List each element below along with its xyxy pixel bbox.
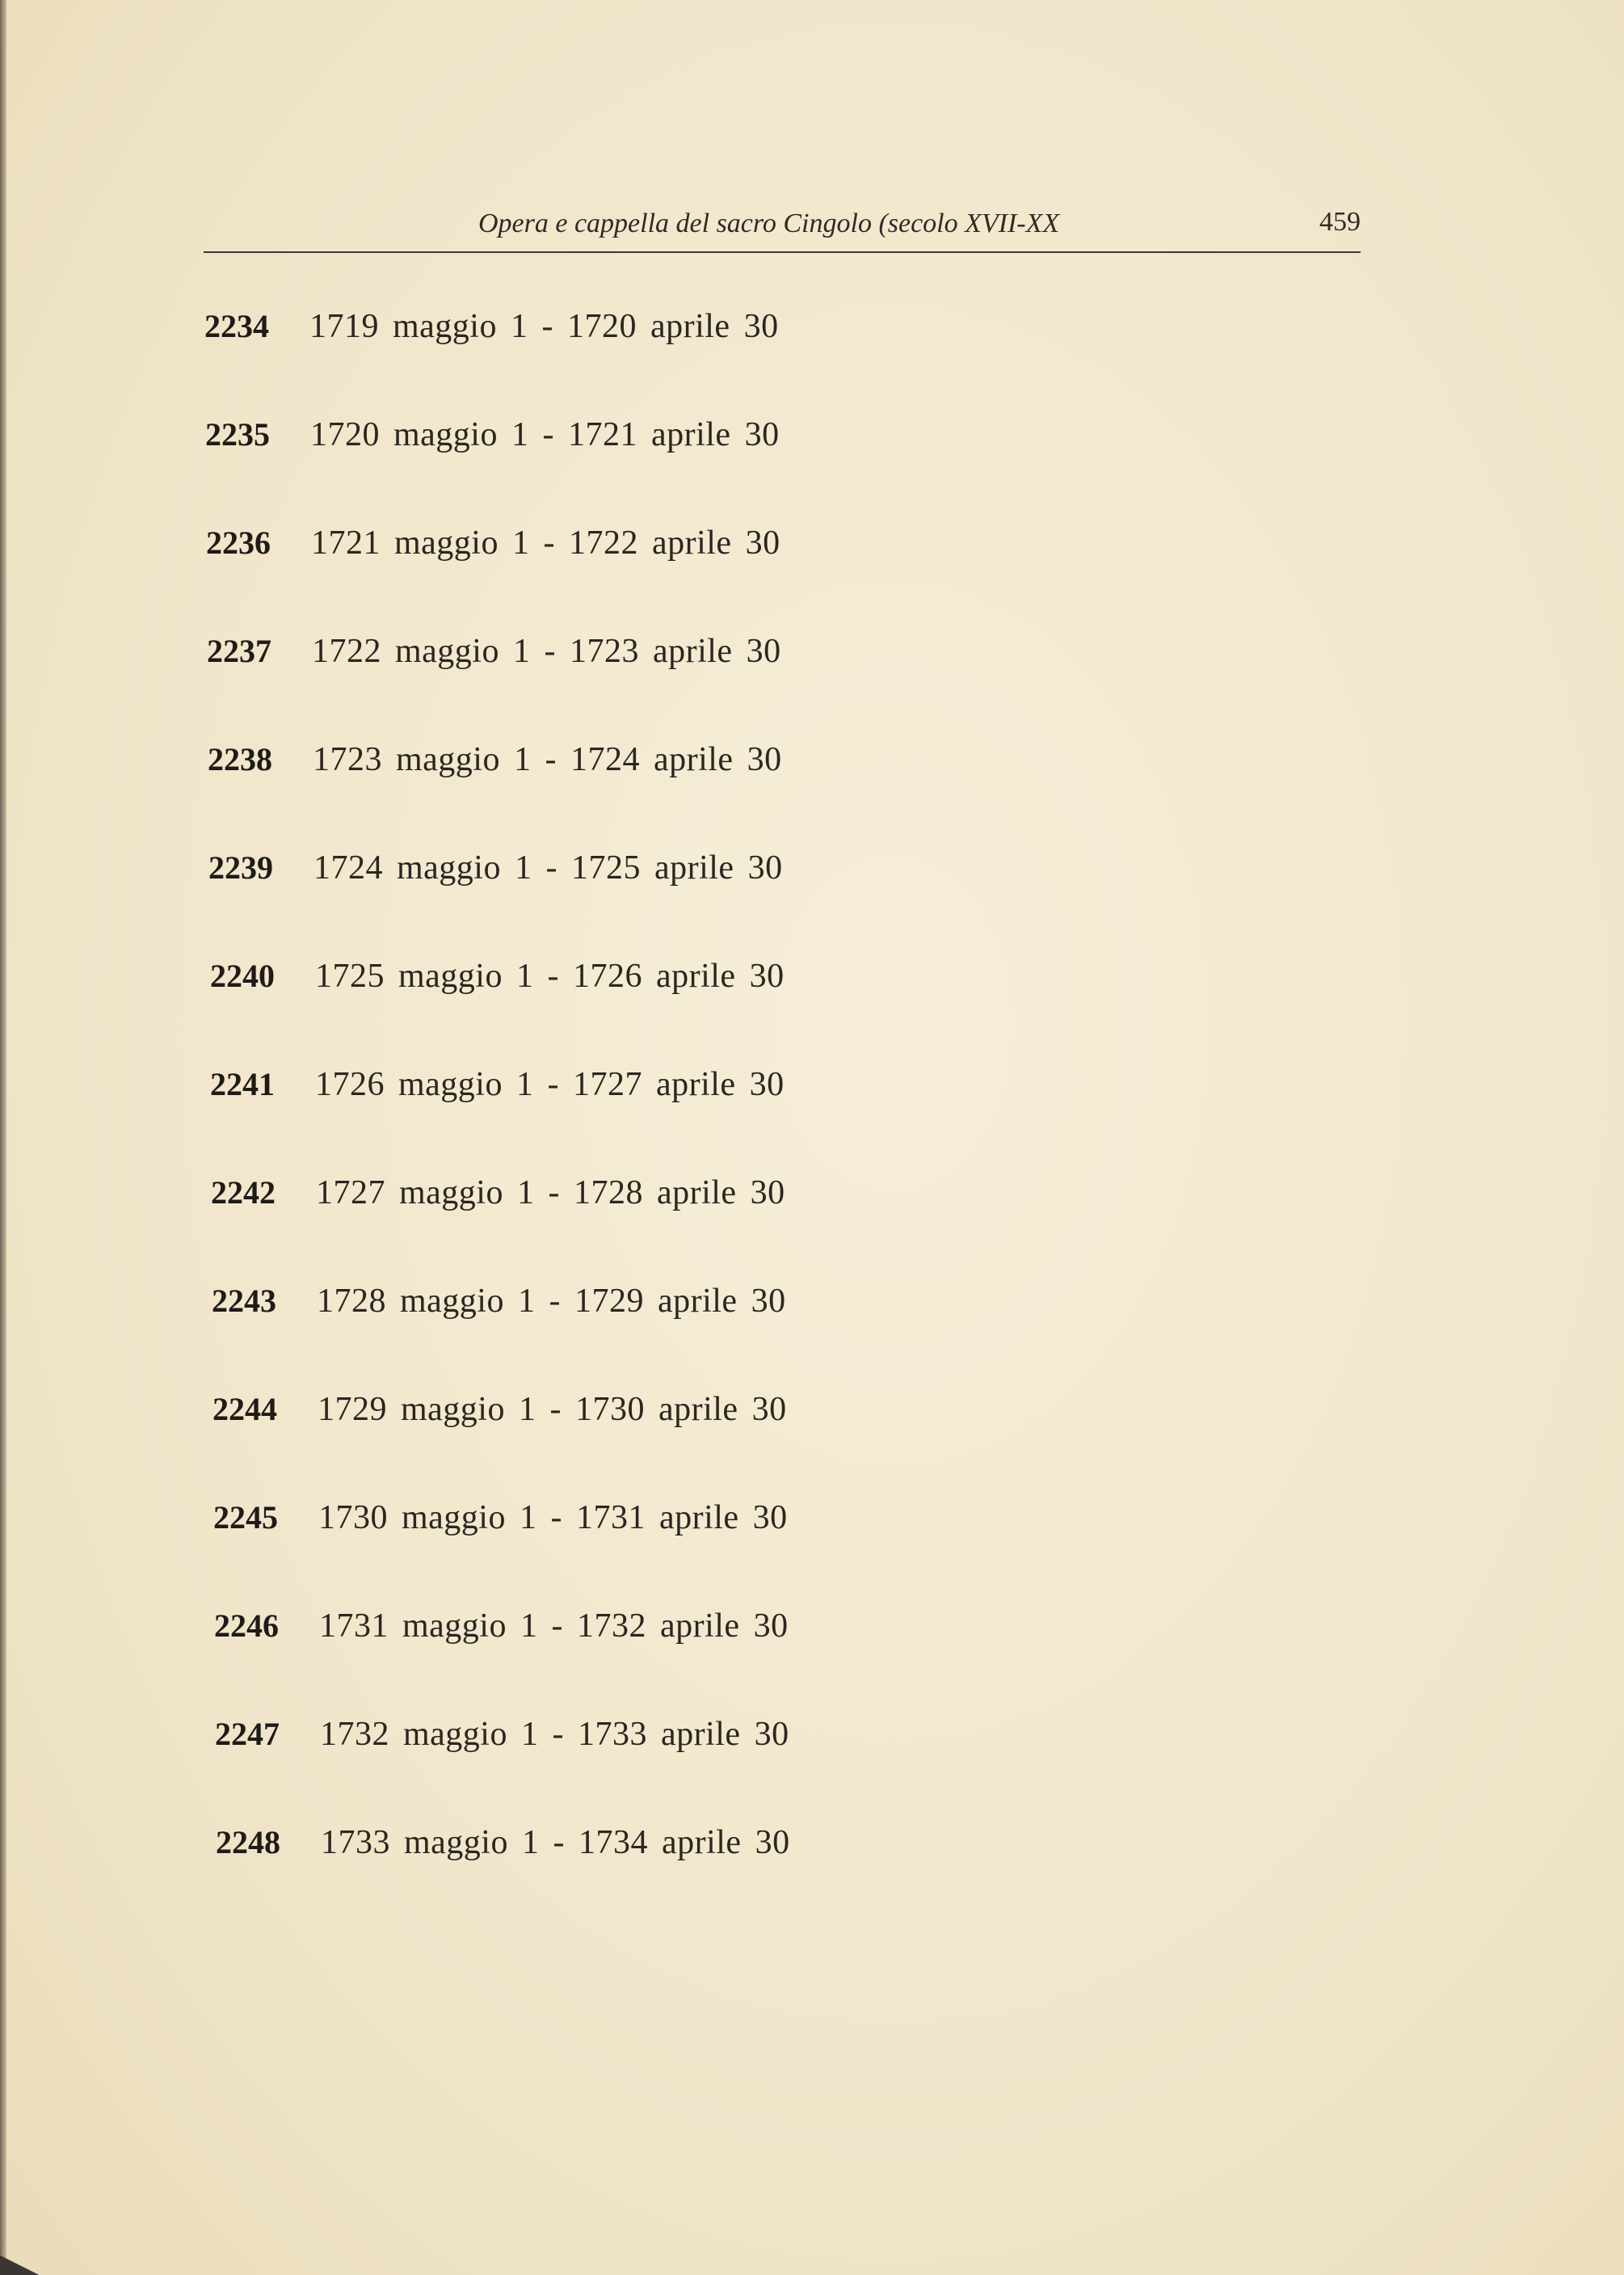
entry-number: 2246 <box>214 1607 279 1644</box>
entry-dates: 1720 maggio 1 - 1721 aprile 30 <box>310 416 780 453</box>
list-item <box>216 1823 790 1862</box>
entry-number: 2245 <box>213 1499 278 1536</box>
list-item <box>214 1607 789 1645</box>
entry-number: 2238 <box>208 741 272 777</box>
entry-number: 2237 <box>207 633 271 669</box>
entry-number: 2234 <box>204 308 269 344</box>
entry-number: 2247 <box>215 1716 280 1752</box>
running-title: Opera e cappella del sacro Cingolo (secolo XVII-XX <box>478 209 1060 238</box>
list-item <box>208 849 783 887</box>
entry-dates: 1733 maggio 1 - 1734 aprile 30 <box>321 1824 790 1861</box>
entry-dates: 1730 maggio 1 - 1731 aprile 30 <box>318 1499 788 1536</box>
list-item <box>212 1282 786 1321</box>
list-item <box>205 415 780 454</box>
list-item <box>210 957 785 996</box>
entry-number: 2236 <box>206 525 271 561</box>
header-rule <box>204 251 1361 253</box>
list-item <box>210 1065 785 1104</box>
entry-number: 2241 <box>210 1066 275 1102</box>
entry-number: 2239 <box>208 849 273 886</box>
entry-dates: 1726 maggio 1 - 1727 aprile 30 <box>315 1066 785 1103</box>
list-item <box>208 740 782 779</box>
scan-corner <box>0 2251 48 2275</box>
entry-dates: 1719 maggio 1 - 1720 aprile 30 <box>309 308 779 345</box>
entry-dates: 1722 maggio 1 - 1723 aprile 30 <box>312 633 781 670</box>
entry-dates: 1728 maggio 1 - 1729 aprile 30 <box>317 1283 786 1320</box>
list-item <box>207 632 781 671</box>
entry-dates: 1727 maggio 1 - 1728 aprile 30 <box>316 1174 785 1211</box>
page-number: 459 <box>1319 207 1361 237</box>
list-item <box>211 1173 785 1212</box>
entry-dates: 1724 maggio 1 - 1725 aprile 30 <box>313 849 783 887</box>
entry-dates: 1729 maggio 1 - 1730 aprile 30 <box>318 1391 787 1428</box>
entry-dates: 1723 maggio 1 - 1724 aprile 30 <box>313 741 782 778</box>
list-item <box>212 1390 787 1429</box>
list-item <box>204 307 779 346</box>
page-header <box>204 200 1361 251</box>
entry-dates: 1721 maggio 1 - 1722 aprile 30 <box>311 525 780 562</box>
entry-number: 2240 <box>210 958 275 994</box>
entry-number: 2235 <box>205 416 270 453</box>
list-item <box>213 1498 788 1537</box>
entry-number: 2243 <box>212 1283 276 1319</box>
entry-number: 2244 <box>212 1391 277 1427</box>
entry-number: 2242 <box>211 1174 276 1211</box>
entry-dates: 1731 maggio 1 - 1732 aprile 30 <box>319 1607 789 1645</box>
page-edge-shadow <box>0 0 6 2275</box>
list-item <box>206 524 780 562</box>
entry-number: 2248 <box>216 1824 280 1860</box>
entry-dates: 1725 maggio 1 - 1726 aprile 30 <box>315 958 785 995</box>
entry-dates: 1732 maggio 1 - 1733 aprile 30 <box>320 1716 789 1753</box>
list-item <box>215 1715 789 1754</box>
